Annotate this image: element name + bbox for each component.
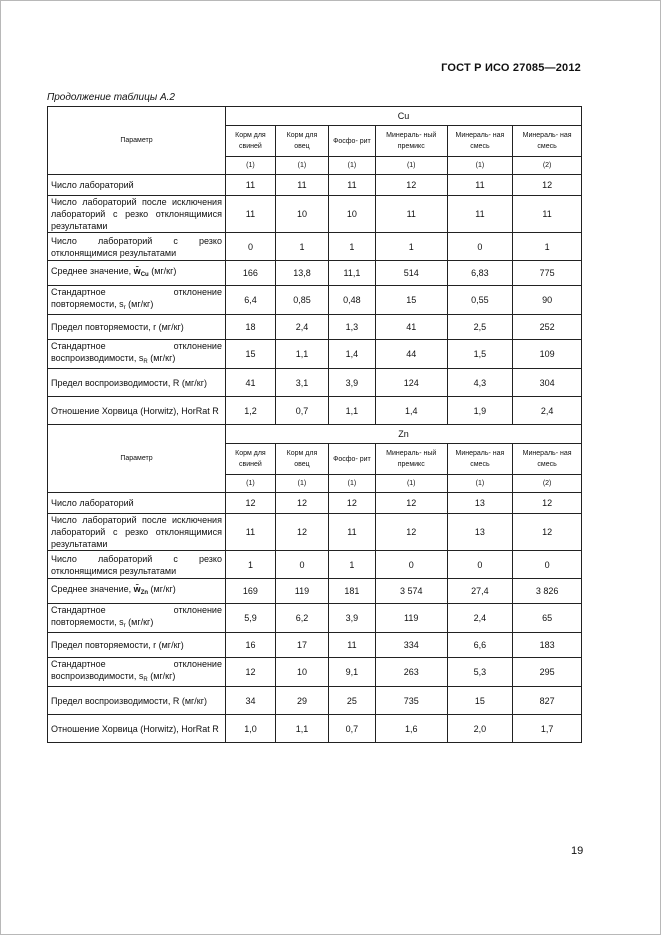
sample-header: Фосфо- рит <box>329 444 376 475</box>
element-header: Zn <box>225 425 581 444</box>
param-column-header: Параметр <box>48 107 226 175</box>
value-cell: 119 <box>275 579 328 604</box>
value-cell: 11 <box>329 175 376 196</box>
group-number: (1) <box>225 475 275 493</box>
value-cell: 11 <box>447 196 513 233</box>
value-cell: 65 <box>513 604 582 633</box>
table-row <box>48 261 582 286</box>
value-cell: 12 <box>513 514 582 551</box>
value-cell: 3,9 <box>329 369 376 397</box>
value-cell: 514 <box>375 261 447 286</box>
row-label: Число лабораторий <box>48 175 226 196</box>
value-cell: 10 <box>275 658 328 687</box>
sample-header: Минераль- ная смесь <box>513 126 582 157</box>
value-cell: 1,1 <box>329 397 376 425</box>
value-cell: 34 <box>225 687 275 715</box>
value-cell: 1,7 <box>513 715 582 743</box>
value-cell: 12 <box>375 175 447 196</box>
sample-header: Фосфо- рит <box>329 126 376 157</box>
group-number: (1) <box>275 475 328 493</box>
data-table <box>47 106 582 743</box>
value-cell: 12 <box>275 493 328 514</box>
table-row <box>48 340 582 369</box>
value-cell: 11 <box>447 175 513 196</box>
value-cell: 6,4 <box>225 286 275 315</box>
value-cell: 1,2 <box>225 397 275 425</box>
mean-label-text: Среднее значение, <box>51 584 132 594</box>
sample-header: Корм для овец <box>275 126 328 157</box>
sample-header: Минераль- ный премикс <box>375 126 447 157</box>
std-dev-label-text: Стандартное отклонение повторяемости, s <box>51 605 222 627</box>
value-cell: 44 <box>375 340 447 369</box>
table-row <box>48 687 582 715</box>
value-cell: 10 <box>275 196 328 233</box>
value-cell: 41 <box>375 315 447 340</box>
value-cell: 9,1 <box>329 658 376 687</box>
value-cell: 6,83 <box>447 261 513 286</box>
table-row <box>48 658 582 687</box>
row-label <box>48 261 226 286</box>
value-cell: 11 <box>375 196 447 233</box>
group-number: (1) <box>329 475 376 493</box>
value-cell: 119 <box>375 604 447 633</box>
value-cell: 12 <box>329 493 376 514</box>
std-dev-label-text: Стандартное отклонение воспроизводимости, s <box>51 659 222 681</box>
value-cell: 1 <box>275 233 328 261</box>
value-cell: 11 <box>329 633 376 658</box>
mean-unit: (мг/кг) <box>150 584 176 594</box>
value-cell: 0 <box>275 551 328 579</box>
table-row <box>48 493 582 514</box>
value-cell: 1,5 <box>447 340 513 369</box>
std-dev-subscript: r <box>123 623 126 629</box>
row-label: Отношение Хорвица (Horwitz), HorRat R <box>48 397 226 425</box>
value-cell: 29 <box>275 687 328 715</box>
value-cell: 183 <box>513 633 582 658</box>
row-label: Число лабораторий <box>48 493 226 514</box>
value-cell: 12 <box>225 658 275 687</box>
value-cell: 1 <box>513 233 582 261</box>
value-cell: 1,4 <box>329 340 376 369</box>
value-cell: 1,1 <box>275 340 328 369</box>
value-cell: 1,6 <box>375 715 447 743</box>
value-cell: 3 826 <box>513 579 582 604</box>
value-cell: 15 <box>225 340 275 369</box>
value-cell: 12 <box>513 493 582 514</box>
sample-header: Минераль- ная смесь <box>513 444 582 475</box>
table-row <box>48 397 582 425</box>
group-number: (2) <box>513 157 582 175</box>
value-cell: 25 <box>329 687 376 715</box>
sample-header: Корм для свиней <box>225 444 275 475</box>
row-label <box>48 286 226 315</box>
group-number: (1) <box>225 157 275 175</box>
value-cell: 16 <box>225 633 275 658</box>
value-cell: 166 <box>225 261 275 286</box>
value-cell: 5,9 <box>225 604 275 633</box>
sample-header: Минераль- ная смесь <box>447 126 513 157</box>
value-cell: 304 <box>513 369 582 397</box>
sample-header: Минераль- ная смесь <box>447 444 513 475</box>
value-cell: 11 <box>225 175 275 196</box>
value-cell: 18 <box>225 315 275 340</box>
std-dev-unit: (мг/кг) <box>150 671 176 681</box>
element-header: Cu <box>225 107 581 126</box>
table-row <box>48 514 582 551</box>
value-cell: 12 <box>513 175 582 196</box>
value-cell: 6,6 <box>447 633 513 658</box>
mean-label-text: Среднее значение, <box>51 266 132 276</box>
std-dev-subscript: R <box>143 677 148 683</box>
element-header-row <box>48 107 582 126</box>
value-cell: 11,1 <box>329 261 376 286</box>
std-dev-unit: (мг/кг) <box>128 617 154 627</box>
value-cell: 0,7 <box>275 397 328 425</box>
std-dev-subscript: r <box>123 305 126 311</box>
row-label: Число лабораторий с резко отклонящимися результатами <box>48 233 226 261</box>
std-dev-label-text: Стандартное отклонение воспроизводимости, s <box>51 341 222 363</box>
table-row <box>48 551 582 579</box>
value-cell: 12 <box>375 493 447 514</box>
value-cell: 0 <box>447 233 513 261</box>
value-cell: 1,0 <box>225 715 275 743</box>
value-cell: 263 <box>375 658 447 687</box>
value-cell: 12 <box>375 514 447 551</box>
value-cell: 181 <box>329 579 376 604</box>
table-row <box>48 633 582 658</box>
value-cell: 13,8 <box>275 261 328 286</box>
value-cell: 1 <box>225 551 275 579</box>
std-dev-subscript: R <box>143 359 148 365</box>
value-cell: 3 574 <box>375 579 447 604</box>
mean-unit: (мг/кг) <box>151 266 177 276</box>
value-cell: 0,48 <box>329 286 376 315</box>
value-cell: 124 <box>375 369 447 397</box>
value-cell: 775 <box>513 261 582 286</box>
value-cell: 2,4 <box>513 397 582 425</box>
row-label: Предел воспроизводимости, R (мг/кг) <box>48 687 226 715</box>
page-number: 19 <box>571 845 584 857</box>
value-cell: 295 <box>513 658 582 687</box>
row-label: Предел повторяемости, r (мг/кг) <box>48 315 226 340</box>
value-cell: 1,9 <box>447 397 513 425</box>
row-label: Число лабораторий после исключения лабораторий с резко отклонящимися результатами <box>48 514 226 551</box>
mean-symbol: w̄ <box>133 266 141 276</box>
value-cell: 1,4 <box>375 397 447 425</box>
value-cell: 1 <box>329 233 376 261</box>
group-number: (1) <box>447 157 513 175</box>
value-cell: 169 <box>225 579 275 604</box>
value-cell: 1,3 <box>329 315 376 340</box>
table-continuation-caption: Продолжение таблицы А.2 <box>47 92 175 103</box>
value-cell: 109 <box>513 340 582 369</box>
value-cell: 11 <box>513 196 582 233</box>
mean-symbol-subscript: Cu <box>140 272 149 278</box>
row-label: Предел повторяемости, r (мг/кг) <box>48 633 226 658</box>
group-number: (1) <box>375 475 447 493</box>
sample-header: Корм для свиней <box>225 126 275 157</box>
group-number: (1) <box>275 157 328 175</box>
value-cell: 334 <box>375 633 447 658</box>
value-cell: 0 <box>513 551 582 579</box>
value-cell: 11 <box>275 175 328 196</box>
value-cell: 2,4 <box>447 604 513 633</box>
value-cell: 11 <box>225 196 275 233</box>
row-label: Отношение Хорвица (Horwitz), HorRat R <box>48 715 226 743</box>
value-cell: 90 <box>513 286 582 315</box>
value-cell: 5,3 <box>447 658 513 687</box>
mean-symbol: w̄ <box>133 584 141 594</box>
value-cell: 0 <box>447 551 513 579</box>
table-row <box>48 579 582 604</box>
table-row <box>48 196 582 233</box>
group-number: (1) <box>375 157 447 175</box>
group-number: (1) <box>329 157 376 175</box>
value-cell: 2,0 <box>447 715 513 743</box>
value-cell: 1 <box>375 233 447 261</box>
value-cell: 1 <box>329 551 376 579</box>
std-dev-unit: (мг/кг) <box>128 299 154 309</box>
value-cell: 6,2 <box>275 604 328 633</box>
param-column-header: Параметр <box>48 425 226 493</box>
value-cell: 15 <box>375 286 447 315</box>
value-cell: 12 <box>275 514 328 551</box>
value-cell: 10 <box>329 196 376 233</box>
value-cell: 3,1 <box>275 369 328 397</box>
value-cell: 827 <box>513 687 582 715</box>
standard-header: ГОСТ Р ИСО 27085—2012 <box>441 62 581 74</box>
value-cell: 1,1 <box>275 715 328 743</box>
value-cell: 13 <box>447 493 513 514</box>
row-label <box>48 604 226 633</box>
value-cell: 15 <box>447 687 513 715</box>
table-row <box>48 604 582 633</box>
value-cell: 252 <box>513 315 582 340</box>
value-cell: 2,5 <box>447 315 513 340</box>
element-header-row <box>48 425 582 444</box>
value-cell: 11 <box>225 514 275 551</box>
value-cell: 0 <box>225 233 275 261</box>
value-cell: 13 <box>447 514 513 551</box>
std-dev-unit: (мг/кг) <box>150 353 176 363</box>
value-cell: 2,4 <box>275 315 328 340</box>
row-label <box>48 340 226 369</box>
row-label: Число лабораторий после исключения лабораторий с резко отклонящимися результатами <box>48 196 226 233</box>
group-number: (2) <box>513 475 582 493</box>
group-number: (1) <box>447 475 513 493</box>
value-cell: 0,7 <box>329 715 376 743</box>
sample-header: Корм для овец <box>275 444 328 475</box>
value-cell: 0 <box>375 551 447 579</box>
value-cell: 0,55 <box>447 286 513 315</box>
row-label <box>48 579 226 604</box>
table-row <box>48 233 582 261</box>
value-cell: 11 <box>329 514 376 551</box>
row-label: Число лабораторий с резко отклонящимися результатами <box>48 551 226 579</box>
value-cell: 27,4 <box>447 579 513 604</box>
row-label <box>48 658 226 687</box>
std-dev-label-text: Стандартное отклонение повторяемости, s <box>51 287 222 309</box>
value-cell: 41 <box>225 369 275 397</box>
value-cell: 17 <box>275 633 328 658</box>
table-row <box>48 315 582 340</box>
table-row <box>48 369 582 397</box>
value-cell: 12 <box>225 493 275 514</box>
value-cell: 4,3 <box>447 369 513 397</box>
row-label: Предел воспроизводимости, R (мг/кг) <box>48 369 226 397</box>
value-cell: 3,9 <box>329 604 376 633</box>
table-row <box>48 715 582 743</box>
sample-header: Минераль- ный премикс <box>375 444 447 475</box>
value-cell: 0,85 <box>275 286 328 315</box>
table-row <box>48 175 582 196</box>
mean-symbol-subscript: Zn <box>140 590 149 596</box>
value-cell: 735 <box>375 687 447 715</box>
table-row <box>48 286 582 315</box>
